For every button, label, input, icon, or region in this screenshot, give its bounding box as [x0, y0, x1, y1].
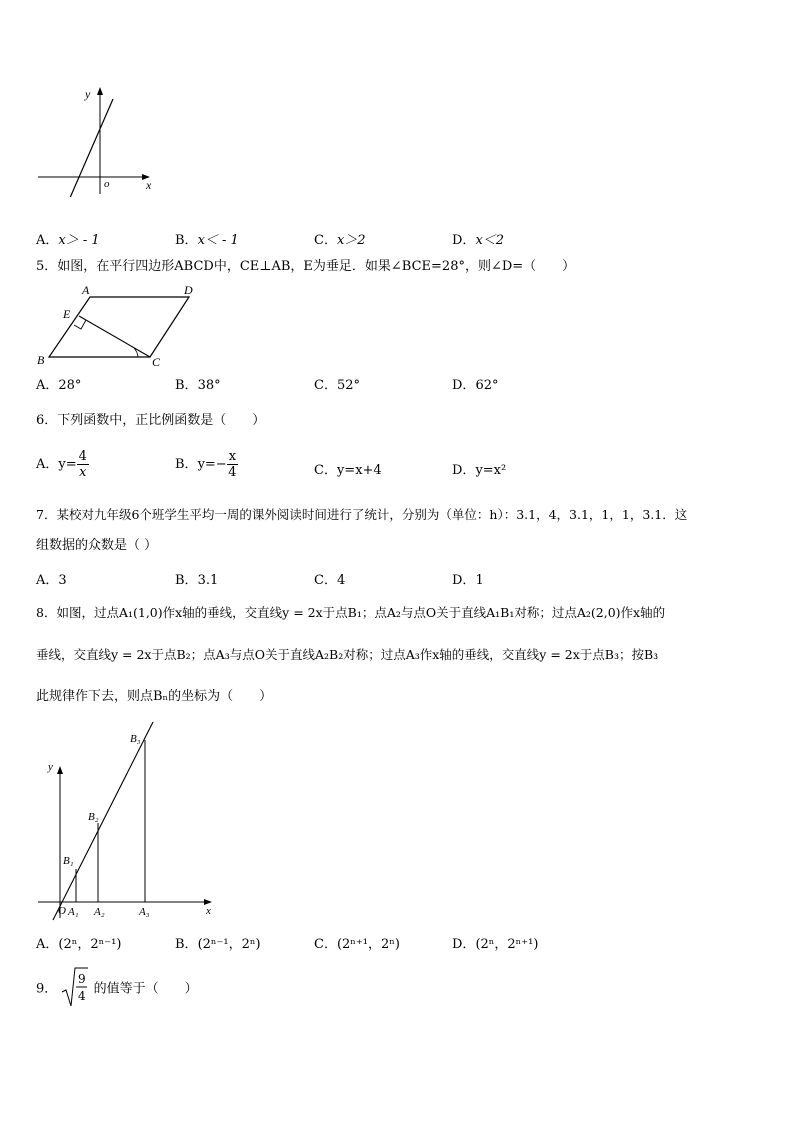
option-text: y=x+4 [336, 463, 382, 478]
label-b3: B₃ [130, 733, 141, 745]
q8-stem-line2: 垂线，交直线y = 2x于点B₂；点A₃与点O关于直线A₂B₂对称；过点A₃作x轴的垂线，交直线y = 2x于点B₃；按B₃ [36, 647, 659, 662]
fraction [77, 449, 89, 480]
x-axis-label: x [146, 178, 152, 192]
q7-option-b[interactable] [175, 569, 218, 588]
label-b1: B₁ [63, 855, 74, 867]
label-a1: A₁ [68, 906, 79, 918]
option-text: (2ⁿ⁻¹，2ⁿ) [197, 937, 261, 952]
option-letter: D． [452, 233, 476, 248]
q5-option-c[interactable] [314, 374, 360, 393]
option-text: 1 [475, 573, 484, 588]
fraction-numerator: x [228, 449, 237, 464]
q7-option-a[interactable] [36, 569, 67, 588]
label-b: B [37, 353, 45, 367]
option-letter: C． [314, 573, 337, 588]
q6-option-d[interactable] [452, 459, 506, 478]
option-text: (2ⁿ，2ⁿ⁻¹) [58, 937, 122, 952]
option-letter: B． [175, 457, 198, 472]
label-a2: A₂ [94, 906, 105, 918]
q8-stem-line3: 此规律作下去，则点Bₙ的坐标为（ ） [36, 689, 273, 704]
option-text: 3 [58, 573, 67, 588]
option-letter: A． [36, 378, 59, 393]
option-letter: A． [36, 457, 59, 472]
q8-option-d[interactable] [452, 933, 538, 952]
option-text: x＞2 [336, 233, 366, 248]
q8-option-a[interactable] [36, 933, 121, 952]
fraction-denominator: 4 [228, 465, 237, 480]
option-letter: D． [452, 573, 476, 588]
option-letter: B． [175, 378, 198, 393]
fraction [227, 449, 238, 480]
q4-option-a[interactable] [36, 229, 100, 248]
label-d: D [184, 283, 193, 297]
option-letter: C． [314, 463, 337, 478]
y-axis-label: y [48, 761, 53, 773]
q5-stem: 5．如图，在平行四边形ABCD中，CE⊥AB，E为垂足．如果∠BCE=28°，则∠D=（ ） [36, 259, 576, 274]
label-a3: A₃ [139, 906, 150, 918]
fraction-denominator: x [79, 465, 87, 480]
option-text: x＜2 [475, 233, 505, 248]
radicand-numerator: 9 [78, 972, 87, 986]
option-letter: D． [452, 463, 476, 478]
option-letter: D． [452, 937, 476, 952]
q5-option-d[interactable] [452, 374, 498, 393]
q8-option-b[interactable] [175, 933, 261, 952]
option-letter: B． [175, 937, 198, 952]
option-text: (2ⁿ，2ⁿ⁺¹) [475, 937, 539, 952]
question-number: 9． [36, 981, 58, 997]
option-text: 3.1 [197, 573, 219, 588]
option-text: 52° [336, 378, 360, 393]
q7-stem-line2: 组数据的众数是（ ） [36, 538, 158, 553]
fraction-numerator: 4 [78, 449, 87, 464]
option-text: 38° [197, 378, 221, 393]
label-c: C [152, 355, 161, 368]
q6-stem: 6．下列函数中，正比例函数是（ ） [36, 413, 266, 428]
q4-option-d[interactable] [452, 229, 504, 248]
radicand-denominator: 4 [78, 989, 87, 1003]
q5-option-a[interactable] [36, 374, 81, 393]
option-letter: C． [314, 378, 337, 393]
label-e: E [63, 307, 71, 321]
q6-option-a[interactable] [36, 449, 89, 480]
label-b2: B₂ [88, 811, 99, 823]
q8-stem-line1: 8．如图，过点A₁(1,0)作x轴的垂线，交直线y = 2x于点B₁；点A₂与点O关于直线A₁B₁对称；过点A₂(2,0)作x轴的 [36, 605, 666, 620]
q5-option-b[interactable] [175, 374, 221, 393]
q4-option-b[interactable] [175, 229, 239, 248]
q7-stem-line1: 7．某校对九年级6个班学生平均一周的课外阅读时间进行了统计，分别为（单位：h）：3.1，4，3.1，1，1，3.1．这 [36, 507, 688, 522]
option-letter: A． [36, 937, 59, 952]
option-text: x＜ - 1 [197, 233, 239, 248]
label-a: A [82, 283, 90, 297]
question-suffix: 的值等于（ ） [93, 981, 198, 997]
sqrt-icon [61, 966, 89, 1008]
figure-parallelogram [34, 282, 214, 368]
option-letter: B． [175, 573, 198, 588]
option-letter: B． [175, 233, 198, 248]
q8-option-c[interactable] [314, 933, 400, 952]
q6-option-c[interactable] [314, 459, 382, 478]
option-letter: C． [314, 233, 337, 248]
figure-line-y2x [36, 722, 226, 922]
option-text: x＞ - 1 [58, 233, 100, 248]
option-text: 62° [475, 378, 499, 393]
option-prefix: y= [58, 457, 77, 472]
option-text: (2ⁿ⁺¹，2ⁿ) [336, 937, 400, 952]
origin-label: o [104, 178, 110, 190]
q9-stem [36, 966, 198, 1008]
option-letter: A． [36, 233, 59, 248]
q4-option-c[interactable] [314, 229, 366, 248]
y-axis-label: y [85, 87, 91, 101]
option-text: y=x² [475, 463, 507, 478]
q6-option-b[interactable] [175, 449, 238, 480]
option-text: 4 [336, 573, 346, 588]
option-letter: D． [452, 378, 476, 393]
q7-option-d[interactable] [452, 569, 484, 588]
option-prefix: y=− [197, 457, 227, 472]
q7-option-c[interactable] [314, 569, 345, 588]
x-axis-label: x [206, 905, 211, 917]
figure-line-graph [30, 82, 160, 197]
origin-label: O [58, 905, 66, 917]
option-letter: C． [314, 937, 337, 952]
option-text: 28° [58, 378, 82, 393]
option-letter: A． [36, 573, 59, 588]
